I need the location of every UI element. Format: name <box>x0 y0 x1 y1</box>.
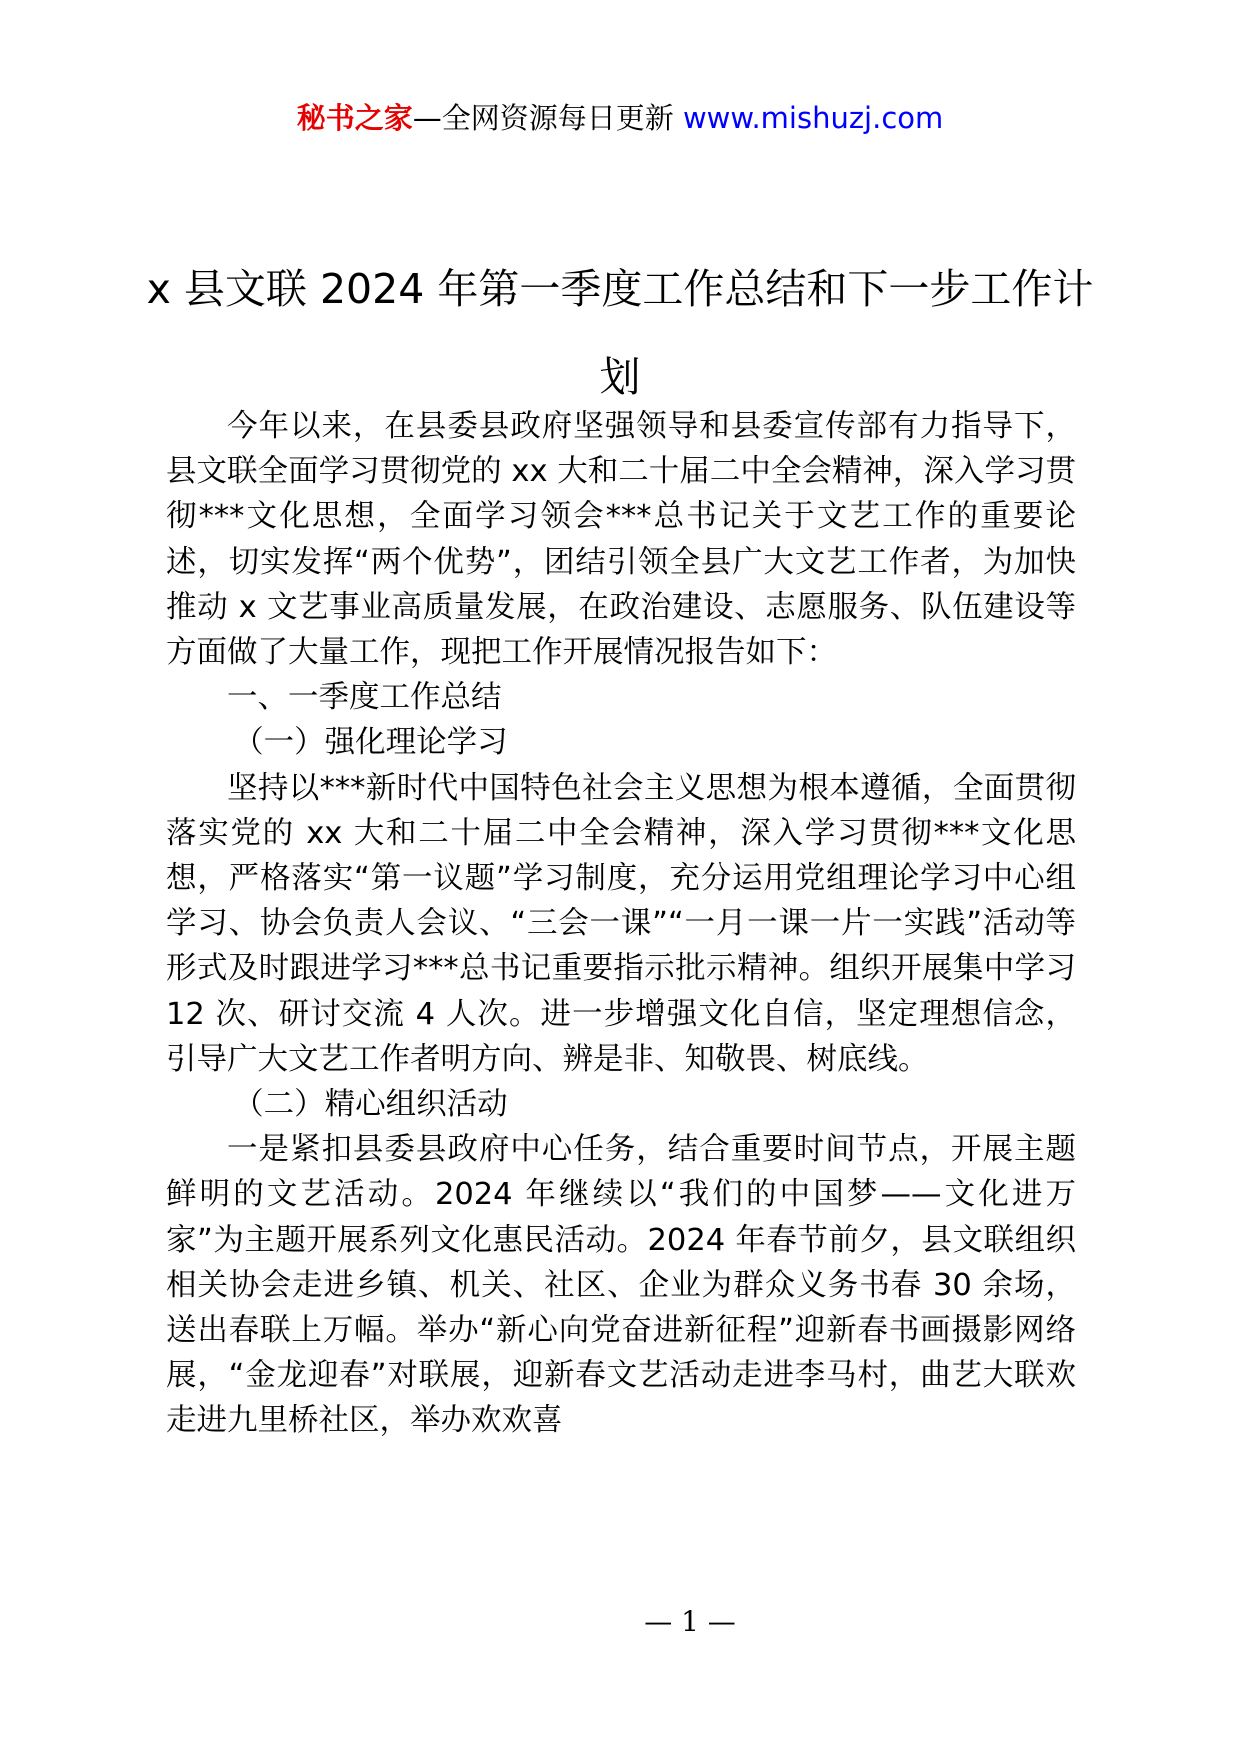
site-url-link[interactable]: www.mishuzj.com <box>682 101 944 135</box>
site-brand: 秘书之家 <box>296 101 413 135</box>
site-slogan: —全网资源每日更新 <box>412 101 683 135</box>
theory-paragraph: 坚持以***新时代中国特色社会主义思想为根本遵循，全面贯彻落实党的 xx 大和二十届二中全会精神，深入学习贯彻***文化思想，严格落实“第一议题”学习制度，充分运用党组理论学习中心组学习、协会负责人会议、“三会一课”“一月一课一片一实践”活动等形式及时跟进学习***总书记重要指示批示精神。组织开展集中学习 12 次、研讨交流 4 人次。进一步增强文化自信，坚定理想信念，引导广大文艺工作者明方向、辨是非、知敬畏、树底线。 <box>166 770 1076 1077</box>
page-number: — 1 — <box>644 1605 736 1638</box>
activities-paragraph: 一是紧扣县委县政府中心任务，结合重要时间节点，开展主题鲜明的文艺活动。2024 年继续以“我们的中国梦——文化进万家”为主题开展系列文化惠民活动。2024 年春节前夕，县文联组织相关协会走进乡镇、机关、社区、企业为群众义务书春 30 余场，送出春联上万幅。举办“新心向党奋进新征程”迎新春书画摄影网络展，“金龙迎春”对联展，迎新春文艺活动走进李马村，曲艺大联欢走进九里桥社区，举办欢欢喜 <box>166 1132 1076 1439</box>
section-heading: 一、一季度工作总结 <box>227 680 502 716</box>
document-body <box>166 404 1076 1444</box>
subsection-heading-theory: （一）强化理论学习 <box>233 725 508 761</box>
subsection-heading-activities: （二）精心组织活动 <box>233 1087 508 1123</box>
site-header <box>0 98 1240 138</box>
document-title: x 县文联 2024 年第一季度工作总结和下一步工作计划 <box>146 265 1094 401</box>
intro-paragraph: 今年以来，在县委县政府坚强领导和县委宣传部有力指导下，县文联全面学习贯彻党的 xx 大和二十届二中全会精神，深入学习贯彻***文化思想，全面学习领会***总书记关于文艺工作的重要论述，切实发挥“两个优势”，团结引领全县广大文艺工作者，为加快推动 x 文艺事业高质量发展，在政治建设、志愿服务、队伍建设等方面做了大量工作，现把工作开展情况报告如下： <box>166 409 1076 671</box>
